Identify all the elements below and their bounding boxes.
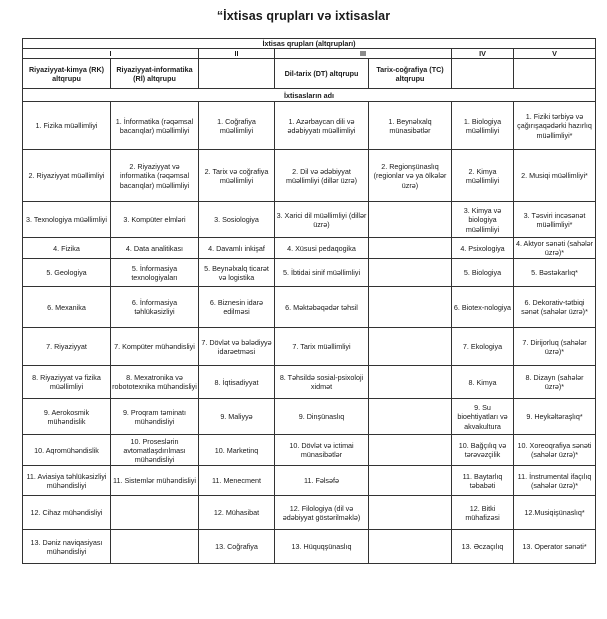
table-cell: 2. Regionşünaslıq (regionlar və ya ölkələr üzrə) bbox=[369, 150, 452, 202]
table-cell: 11. Aviasiya təhlükəsizliyi mühəndisliyi bbox=[23, 466, 111, 496]
table-cell: 2. Riyaziyyat və informatika (rəqəmsal bacarıqlar) müəllimliyi bbox=[111, 150, 199, 202]
table-cell bbox=[369, 466, 452, 496]
table-cell: 7. Dövlət və bələdiyyə idarəetməsi bbox=[199, 328, 275, 366]
table-cell: 8. Dizayn (sahələr üzrə)* bbox=[514, 366, 596, 399]
group-i-label: I bbox=[23, 49, 199, 59]
table-cell: 4. Data analitikası bbox=[111, 238, 199, 259]
subgroup-ri: Riyaziyyat-informatika (Rİ) altqrupu bbox=[111, 59, 199, 89]
table-cell: 6. Biotex-nologiya bbox=[452, 287, 514, 328]
table-cell: 6. Mexanika bbox=[23, 287, 111, 328]
group-iii-label: III bbox=[275, 49, 452, 59]
table-cell: 4. Psixologiya bbox=[452, 238, 514, 259]
table-cell: 7. Ekologiya bbox=[452, 328, 514, 366]
table-cell: 10. Bağçılıq və tərəvəzçilik bbox=[452, 435, 514, 466]
group-ii-label: II bbox=[199, 49, 275, 59]
table-cell bbox=[369, 287, 452, 328]
table-cell bbox=[369, 435, 452, 466]
subgroup-empty bbox=[199, 59, 275, 89]
table-cell: 3. Kimya və biologiya müəllimliyi bbox=[452, 202, 514, 238]
table-cell bbox=[369, 496, 452, 530]
table-cell: 3. Sosiologiya bbox=[199, 202, 275, 238]
table-cell: 8. Riyaziyyat və fizika müəllimliyi bbox=[23, 366, 111, 399]
table-cell: 2. Dil və ədəbiyyat müəllimliyi (dillər üzrə) bbox=[275, 150, 369, 202]
subgroup-tc: Tarix-coğrafiya (TC) altqrupu bbox=[369, 59, 452, 89]
table-cell: 3. Texnologiya müəllimliyi bbox=[23, 202, 111, 238]
table-cell: 2. Kimya müəllimliyi bbox=[452, 150, 514, 202]
table-cell: 6. Məktəbəqədər təhsil bbox=[275, 287, 369, 328]
table-cell: 9. Dinşünaslıq bbox=[275, 399, 369, 435]
table-cell bbox=[369, 328, 452, 366]
table-cell: 7. Riyaziyyat bbox=[23, 328, 111, 366]
table-cell: 11. Menecment bbox=[199, 466, 275, 496]
table-cell: 11. İnstrumental ifaçılıq (sahələr üzrə)* bbox=[514, 466, 596, 496]
table-cell: 5. Biologiya bbox=[452, 259, 514, 287]
table-cell: 11. Fəlsəfə bbox=[275, 466, 369, 496]
specialties-table bbox=[22, 38, 596, 564]
table-cell bbox=[111, 496, 199, 530]
group-iv-label: IV bbox=[452, 49, 514, 59]
table-cell: 7. Kompüter mühəndisliyi bbox=[111, 328, 199, 366]
table-cell: 1. Beynəlxalq münasibətlər bbox=[369, 102, 452, 150]
table-cell: 5. İbtidai sinif müəllimliyi bbox=[275, 259, 369, 287]
table-cell: 13. Hüquqşünaslıq bbox=[275, 530, 369, 564]
table-cell: 10. Proseslərin avtomatlaşdırılması mühəndisliyi bbox=[111, 435, 199, 466]
table-cell: 9. Proqram təminatı mühəndisliyi bbox=[111, 399, 199, 435]
table-cell: 4. Aktyor sənəti (sahələr üzrə)* bbox=[514, 238, 596, 259]
table-cell bbox=[369, 530, 452, 564]
table-cell: 1. Azərbaycan dili və ədəbiyyatı müəllimliyi bbox=[275, 102, 369, 150]
table-cell: 13. Coğrafiya bbox=[199, 530, 275, 564]
group-v-label: V bbox=[514, 49, 596, 59]
table-cell: 7. Dirijorluq (sahələr üzrə)* bbox=[514, 328, 596, 366]
table-cell: 8. Mexatronika və robototexnika mühəndisliyi bbox=[111, 366, 199, 399]
table-cell: 1. Coğrafiya müəllimliyi bbox=[199, 102, 275, 150]
table-cell: 5. İnformasiya texnologiyaları bbox=[111, 259, 199, 287]
table-cell: 13. Operator sənəti* bbox=[514, 530, 596, 564]
table-cell: 3. Təsviri incəsənət müəllimliyi* bbox=[514, 202, 596, 238]
table-cell: 1. İnformatika (rəqəmsal bacarıqlar) müəllimliyi bbox=[111, 102, 199, 150]
table-cell: 10. Xoreoqrafiya sənəti (sahələr üzrə)* bbox=[514, 435, 596, 466]
table-cell: 4. Xüsusi pedaqogika bbox=[275, 238, 369, 259]
document-title: “İxtisas qrupları və ixtisaslar bbox=[216, 9, 391, 23]
table-cell: 10. Dövlət və ictimai münasibətlər bbox=[275, 435, 369, 466]
table-cell: 4. Fizika bbox=[23, 238, 111, 259]
table-cell: 6. Dekorativ-tətbiqi sənət (sahələr üzrə)* bbox=[514, 287, 596, 328]
table-cell: 12. Filologiya (dil və ədəbiyyat göstərilməklə) bbox=[275, 496, 369, 530]
table-cell: 13. Dəniz naviqasiyası mühəndisliyi bbox=[23, 530, 111, 564]
table-cell bbox=[369, 259, 452, 287]
table-cell bbox=[369, 399, 452, 435]
table-cell bbox=[369, 202, 452, 238]
table-cell: 4. Davamlı inkişaf bbox=[199, 238, 275, 259]
table-cell: 1. Fiziki tərbiyə və çağırışaqədərki hazırlıq müəllimliyi* bbox=[514, 102, 596, 150]
table-cell: 5. Bəstəkarlıq* bbox=[514, 259, 596, 287]
subgroup-empty bbox=[514, 59, 596, 89]
table-cell: 9. Su bioehtiyatları və akvakultura bbox=[452, 399, 514, 435]
table-cell: 8. Kimya bbox=[452, 366, 514, 399]
table-cell: 9. Heykəltəraşlıq* bbox=[514, 399, 596, 435]
table-cell: 1. Biologiya müəllimliyi bbox=[452, 102, 514, 150]
table-cell: 3. Kompüter elmləri bbox=[111, 202, 199, 238]
specialties-header: İxtisasların adı bbox=[23, 89, 596, 102]
table-cell: 8. Təhsildə sosial-psixoloji xidmət bbox=[275, 366, 369, 399]
table-cell: 10. Aqromühəndislik bbox=[23, 435, 111, 466]
table-cell: 11. Sistemlər mühəndisliyi bbox=[111, 466, 199, 496]
table-cell: 1. Fizika müəllimliyi bbox=[23, 102, 111, 150]
subgroup-empty bbox=[452, 59, 514, 89]
table-cell: 12. Mühasibat bbox=[199, 496, 275, 530]
subgroup-rk: Riyaziyyat-kimya (RK) altqrupu bbox=[23, 59, 111, 89]
table-cell: 9. Maliyyə bbox=[199, 399, 275, 435]
table-cell: 2. Riyaziyyat müəllimliyi bbox=[23, 150, 111, 202]
table-cell: 3. Xarici dil müəllimliyi (dillər üzrə) bbox=[275, 202, 369, 238]
table-cell: 12. Bitki mühafizəsi bbox=[452, 496, 514, 530]
table-cell: 9. Aerokosmik mühəndislik bbox=[23, 399, 111, 435]
table-cell: 7. Tarix müəllimliyi bbox=[275, 328, 369, 366]
table-cell bbox=[369, 366, 452, 399]
table-cell: 13. Əczaçılıq bbox=[452, 530, 514, 564]
table-cell: 2. Musiqi müəllimliyi* bbox=[514, 150, 596, 202]
table-cell bbox=[111, 530, 199, 564]
table-cell bbox=[369, 238, 452, 259]
table-cell: 10. Marketinq bbox=[199, 435, 275, 466]
table-cell: 12.Musiqişünaslıq* bbox=[514, 496, 596, 530]
table-cell: 2. Tarix və coğrafiya müəllimliyi bbox=[199, 150, 275, 202]
table-cell: 5. Beynəlxalq ticarət və logistika bbox=[199, 259, 275, 287]
table-cell: 6. İnformasiya təhlükəsizliyi bbox=[111, 287, 199, 328]
table-cell: 8. İqtisadiyyat bbox=[199, 366, 275, 399]
groups-header: İxtisas qrupları (altqrupları) bbox=[23, 39, 596, 49]
subgroup-dt: Dil-tarix (DT) altqrupu bbox=[275, 59, 369, 89]
table-cell: 12. Cihaz mühəndisliyi bbox=[23, 496, 111, 530]
table-cell: 5. Geologiya bbox=[23, 259, 111, 287]
table-cell: 11. Baytarlıq təbabəti bbox=[452, 466, 514, 496]
table-cell: 6. Biznesin idarə edilməsi bbox=[199, 287, 275, 328]
